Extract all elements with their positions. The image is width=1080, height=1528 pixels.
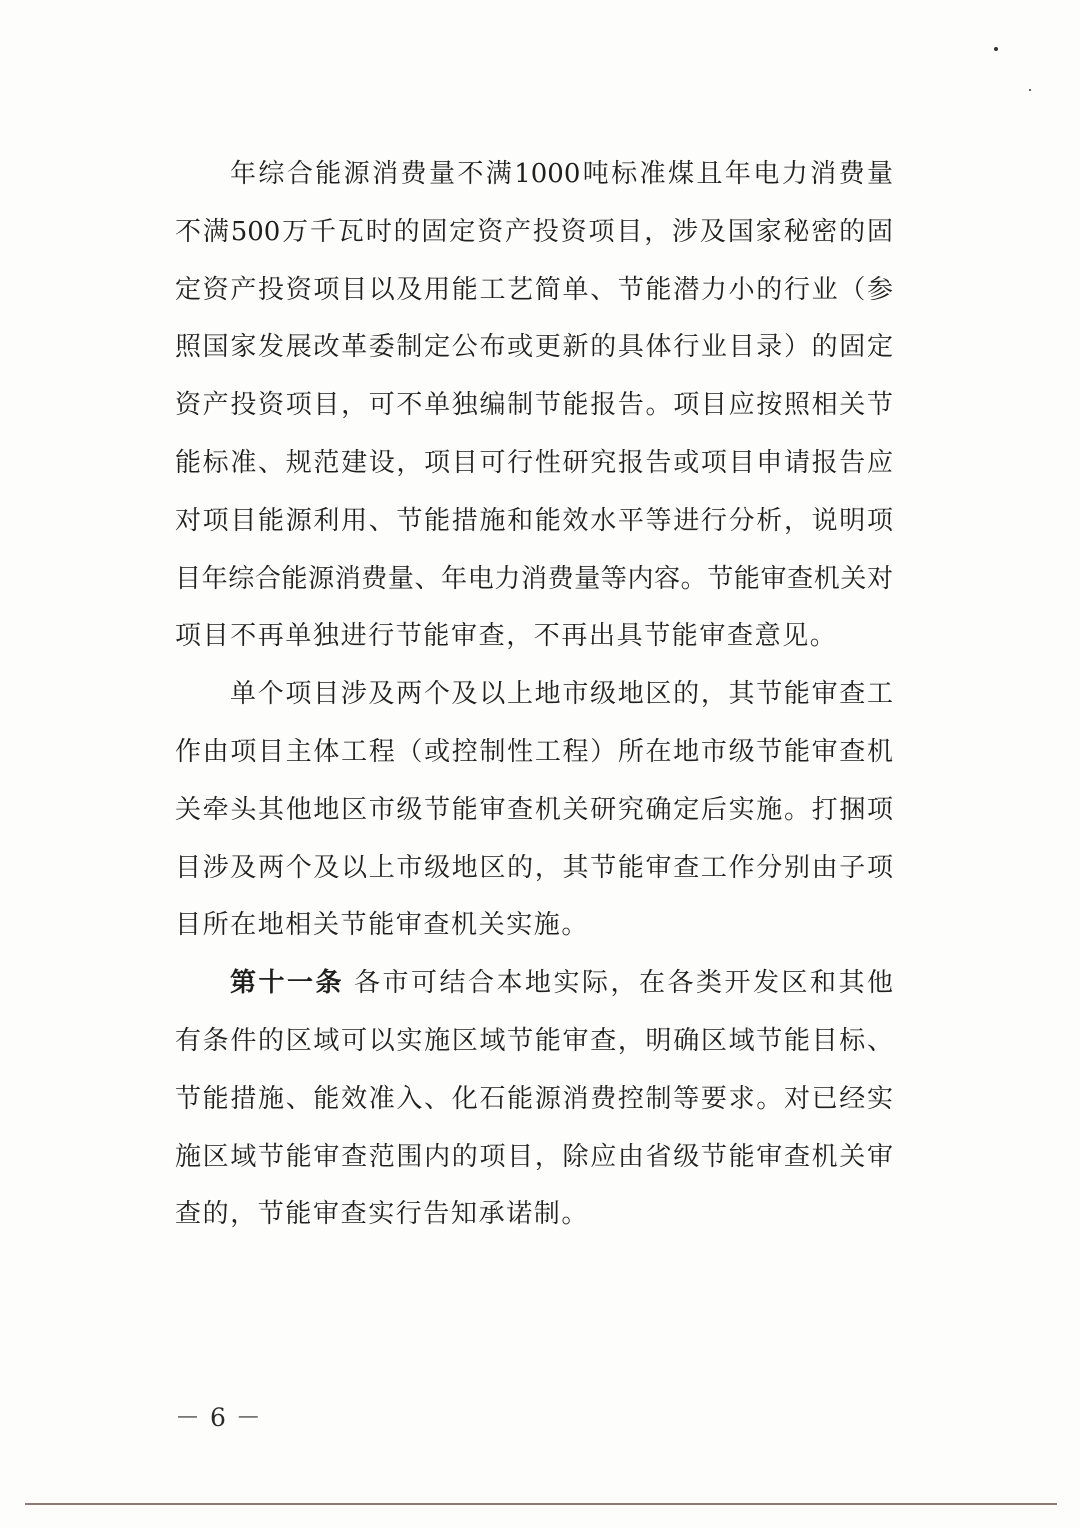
text-line: 资产投资项目，可不单独编制节能报告。项目应按照相关节 (175, 390, 893, 421)
text-line: 单个项目涉及两个及以上地市级地区的，其节能审查工 (230, 679, 893, 710)
body-text (175, 146, 893, 1244)
text-line: 目涉及两个及以上市级地区的，其节能审查工作分别由子项 (175, 852, 893, 883)
text-line: 目所在地相关节能审查机关实施。 (175, 910, 590, 941)
text-line: 照国家发展改革委制定公布或更新的具体行业目录）的固定 (175, 332, 893, 363)
paragraph-article-11 (175, 955, 893, 1244)
bottom-rule (25, 1503, 1057, 1505)
text-line: 施区域节能审查范围内的项目，除应由省级节能审查机关审 (175, 1141, 893, 1172)
text-line: 目年综合能源消费量、年电力消费量等内容。节能审查机关对 (175, 563, 893, 594)
scan-speck (1029, 89, 1031, 91)
article-label: 第十一条 (230, 968, 344, 999)
article-first-line-text: 各市可结合本地实际，在各类开发区和其他 (354, 968, 893, 999)
paragraph-1 (175, 146, 893, 666)
text-line: 节能措施、能效准入、化石能源消费控制等要求。对已经实 (175, 1083, 893, 1114)
text-line: 不满500万千瓦时的固定资产投资项目，涉及国家秘密的固 (175, 216, 893, 247)
text-line: 作由项目主体工程（或控制性工程）所在地市级节能审查机 (175, 736, 893, 767)
text-line: 年综合能源消费量不满1000吨标准煤且年电力消费量 (230, 159, 893, 189)
paragraph-2 (175, 666, 893, 955)
text-line: 定资产投资项目以及用能工艺简单、节能潜力小的行业（参 (175, 274, 893, 305)
text-line: 项目不再单独进行节能审查，不再出具节能审查意见。 (175, 621, 838, 652)
text-line: 对项目能源利用、节能措施和能效水平等进行分析，说明项 (175, 505, 893, 536)
text-line: 能标准、规范建设，项目可行性研究报告或项目申请报告应 (175, 447, 893, 478)
scan-speck (994, 47, 998, 51)
text-line: 关牵头其他地区市级节能审查机关研究确定后实施。打捆项 (175, 794, 893, 825)
article-first-line (175, 955, 893, 1013)
text-line: 查的，节能审查实行告知承诺制。 (175, 1199, 590, 1230)
page-number: － 6 － (175, 1403, 262, 1432)
text-line: 有条件的区域可以实施区域节能审查，明确区域节能目标、 (175, 1025, 893, 1056)
